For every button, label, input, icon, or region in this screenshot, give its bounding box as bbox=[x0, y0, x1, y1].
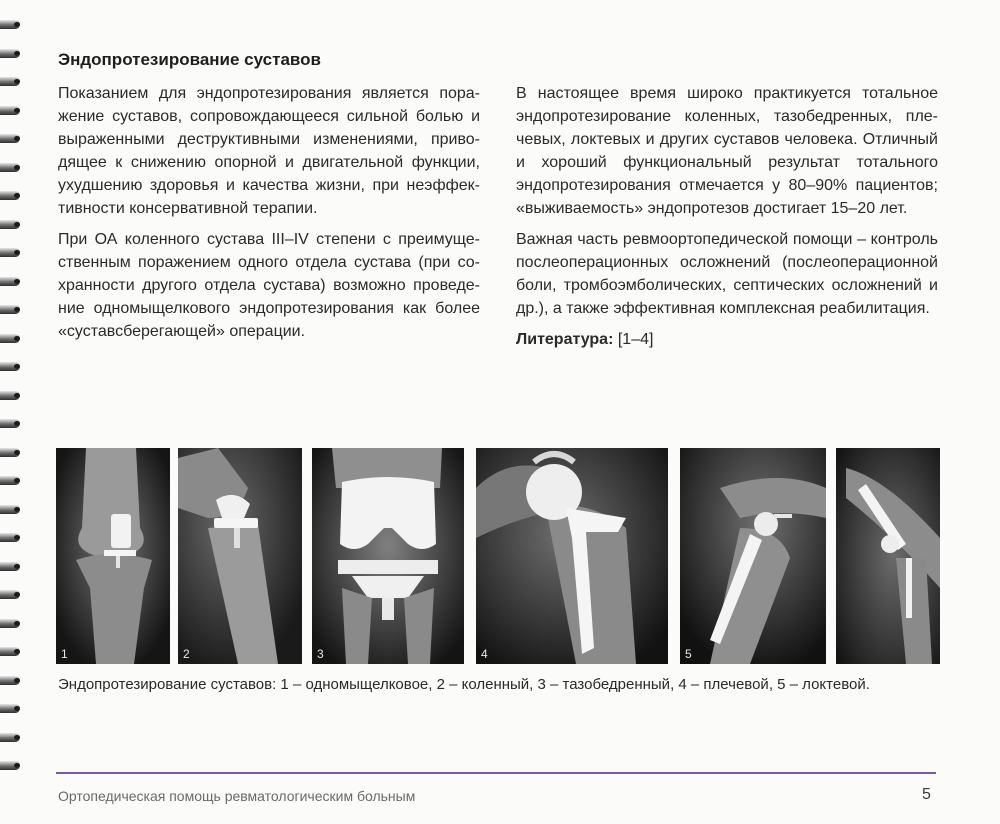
binding-ring bbox=[0, 248, 20, 257]
literature-label: Литература: bbox=[516, 331, 614, 348]
page-number: 5 bbox=[922, 786, 931, 803]
binding-ring bbox=[0, 533, 20, 542]
binding-ring bbox=[0, 704, 20, 713]
binding-ring bbox=[0, 191, 20, 200]
xray-elbow bbox=[836, 448, 940, 664]
binding-ring bbox=[0, 106, 20, 115]
xray-total-knee bbox=[312, 448, 464, 664]
xray-shoulder bbox=[680, 448, 826, 664]
literature-line bbox=[516, 328, 938, 351]
paragraph-unicondylar: При ОА коленного сустава III–IV степени с преимущественным поражением одного отдела сустава (при сохранности другого отдела сустава) возможно проведение одномыщелкового эндопротезирования как более «суставсберегающей» операции. bbox=[58, 231, 480, 340]
binding-ring bbox=[0, 761, 20, 770]
binding-ring bbox=[0, 419, 20, 428]
paragraph-indications: Показанием для эндопротезирования является поражение суставов, сопровождающееся сильной болью и выраженными деструктивными изменениями, приводящее к снижению опорной и двигательной функции, ухудшению здоровья и качества жизни, при неэффективности консервативной терапии. bbox=[58, 85, 480, 217]
binding-ring bbox=[0, 676, 20, 685]
left-text-column bbox=[58, 82, 480, 351]
running-title: Ортопедическая помощь ревматологическим больным bbox=[58, 788, 416, 804]
binding-ring bbox=[0, 220, 20, 229]
section-heading: Эндопротезирование суставов bbox=[58, 50, 321, 69]
right-text-column bbox=[516, 82, 938, 359]
binding-ring bbox=[0, 20, 20, 29]
figure-number: 2 bbox=[183, 647, 190, 661]
binding-ring bbox=[0, 619, 20, 628]
footer-divider bbox=[56, 772, 936, 774]
binding-ring bbox=[0, 134, 20, 143]
paragraph-complications: Важная часть ревмоортопедической помощи – контроль послеоперационных осложнений (послеоперационной боли, тромбоэмболических, септических осложнений и др.), а также эффективная комплексная реабилитация. bbox=[516, 231, 938, 317]
xray-unicondylar-knee bbox=[56, 448, 170, 664]
binding-ring bbox=[0, 334, 20, 343]
binding-ring bbox=[0, 647, 20, 656]
literature-refs: [1–4] bbox=[617, 331, 654, 348]
binding-ring bbox=[0, 391, 20, 400]
binding-ring bbox=[0, 476, 20, 485]
binding-ring bbox=[0, 277, 20, 286]
binding-ring bbox=[0, 505, 20, 514]
binding-ring bbox=[0, 77, 20, 86]
figure-caption: Эндопротезирование суставов: 1 – одномыщелковое, 2 – коленный, 3 – тазобедренный, 4 – плечевой, 5 – локтевой. bbox=[58, 676, 870, 693]
binding-ring bbox=[0, 733, 20, 742]
binding-ring bbox=[0, 448, 20, 457]
binding-ring bbox=[0, 163, 20, 172]
binding-ring bbox=[0, 362, 20, 371]
figure-number: 3 bbox=[317, 647, 324, 661]
xray-knee-lateral bbox=[178, 448, 302, 664]
binding-ring bbox=[0, 562, 20, 571]
binding-ring bbox=[0, 305, 20, 314]
figure-number: 4 bbox=[481, 647, 488, 661]
figure-number: 1 bbox=[61, 647, 68, 661]
binding-ring bbox=[0, 49, 20, 58]
paragraph-total-replacement: В настоящее время широко практикуется тотальное эндопротезирование коленных, тазобедренных, плечевых, локтевых и других суставов человека. Отличный и хороший функциональный результат тотального эндопротезирования отмечается у 80–90% пациентов; «выживаемость» эндопротезов достигает 15–20 лет. bbox=[516, 85, 938, 217]
xray-total-hip bbox=[476, 448, 668, 664]
figure-number: 5 bbox=[685, 647, 692, 661]
binding-ring bbox=[0, 590, 20, 599]
